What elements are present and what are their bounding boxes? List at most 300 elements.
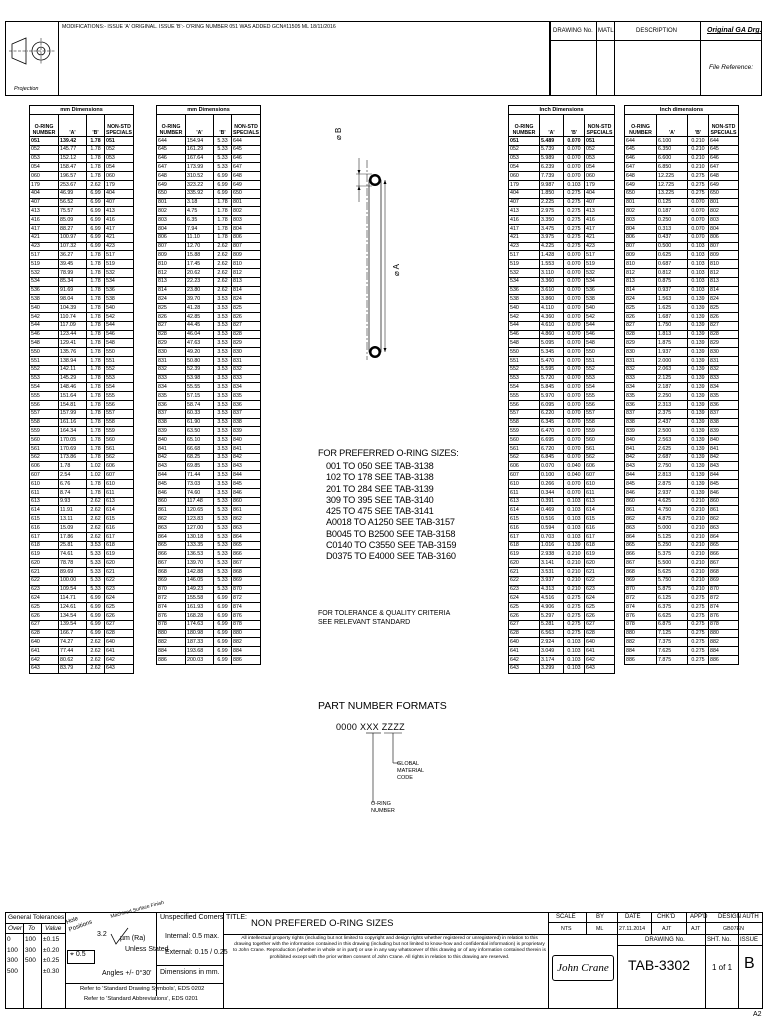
- nonstd-cell: 559: [585, 427, 615, 436]
- table-row: [30, 524, 134, 533]
- table-row: [625, 295, 739, 304]
- dim-a-cell: 74.61: [59, 550, 87, 559]
- over-label: Over: [8, 925, 23, 932]
- dim-a-cell: 173.86: [59, 453, 87, 462]
- nonstd-cell: 865: [709, 541, 739, 550]
- oring-number-cell: 404: [509, 189, 540, 198]
- oring-number-cell: 863: [625, 524, 657, 533]
- nonstd-cell: 179: [585, 180, 615, 189]
- oring-number-cell: 845: [157, 480, 186, 489]
- oring-number-cell: 517: [509, 251, 540, 260]
- oring-number-cell: 839: [157, 427, 186, 436]
- nonstd-cell: 642: [585, 656, 615, 665]
- dim-a-cell: 6.220: [540, 409, 564, 418]
- inch-dimensions-left-table: [508, 105, 615, 674]
- dim-a-cell: 6.239: [540, 163, 564, 172]
- oring-number-cell: 649: [157, 180, 186, 189]
- nonstd-cell: 882: [709, 638, 739, 647]
- oring-number-cell: 555: [509, 392, 540, 401]
- dim-b-cell: 0.139: [564, 541, 585, 550]
- nonstd-cell: 557: [105, 409, 134, 418]
- oring-number-cell: 866: [625, 550, 657, 559]
- dim-a-cell: 5.489: [540, 137, 564, 146]
- oring-number-cell: 552: [30, 365, 59, 374]
- dim-b-cell: 0.070: [688, 216, 709, 225]
- table-row: [30, 638, 134, 647]
- table-row: [157, 224, 261, 233]
- nonstd-cell: 622: [585, 576, 615, 585]
- table-row: [30, 242, 134, 251]
- table-row: [625, 603, 739, 612]
- table-row: [30, 224, 134, 233]
- nonstd-cell: 641: [105, 647, 134, 656]
- oring-number-cell: 649: [625, 180, 657, 189]
- dim-b-cell: 6.99: [87, 207, 105, 216]
- nonstd-cell: 051: [585, 137, 615, 146]
- preferred-size-line: 201 TO 284 SEE TAB-3139: [326, 483, 434, 494]
- oring-number-cell: 874: [625, 603, 657, 612]
- table-row: [157, 638, 261, 647]
- oring-number-cell: 648: [157, 172, 186, 181]
- hole-positions-label: Hole Positions: [65, 915, 94, 934]
- nonstd-cell: 606: [585, 462, 615, 471]
- oring-number-cell: 829: [157, 339, 186, 348]
- dim-a-cell: 57.15: [186, 392, 214, 401]
- dim-a-cell: 4.610: [540, 321, 564, 330]
- nonstd-cell: 843: [232, 462, 261, 471]
- nonstd-cell: 837: [232, 409, 261, 418]
- part-number-formats-title: PART NUMBER FORMATS: [318, 700, 447, 712]
- table-row: [30, 330, 134, 339]
- oring-number-cell: 421: [30, 233, 59, 242]
- nonstd-cell: 060: [105, 172, 134, 181]
- table-row: [157, 418, 261, 427]
- oring-number-cell: 553: [30, 374, 59, 383]
- nonstd-cell: 536: [105, 286, 134, 295]
- dim-b-cell: 0.070: [564, 488, 585, 497]
- dim-b-cell: 3.53: [214, 321, 232, 330]
- table-row: [625, 541, 739, 550]
- nonstd-cell: 865: [232, 541, 261, 550]
- oring-number-cell: 874: [157, 603, 186, 612]
- dim-a-cell: 123.83: [186, 515, 214, 524]
- oring-number-cell: 870: [157, 585, 186, 594]
- dim-b-cell: 1.78: [87, 154, 105, 163]
- dim-a-cell: 3.610: [540, 286, 564, 295]
- external-corners-label: External: 0.15 / 0.25: [165, 949, 228, 956]
- dim-b-cell: 0.275: [688, 180, 709, 189]
- oring-number-cell: 421: [509, 233, 540, 242]
- dim-b-cell: 0.139: [688, 304, 709, 313]
- nonstd-cell: 053: [105, 154, 134, 163]
- table-row: [30, 629, 134, 638]
- table-row: [30, 277, 134, 286]
- dim-a-cell: 100.97: [59, 233, 87, 242]
- dim-a-cell: 74.27: [59, 638, 87, 647]
- table-row: [509, 356, 615, 365]
- nonstd-cell: 550: [585, 348, 615, 357]
- table-row: [625, 154, 739, 163]
- tolerance-cell: ±0.15: [43, 936, 60, 943]
- dim-b-cell: 1.78: [87, 418, 105, 427]
- table-row: [509, 559, 615, 568]
- dim-a-cell: 75.57: [59, 207, 87, 216]
- table-row: [625, 207, 739, 216]
- dim-a-cell: 5.095: [540, 339, 564, 348]
- dim-a-cell: 104.39: [59, 304, 87, 313]
- dim-b-cell: 3.53: [214, 312, 232, 321]
- oring-number-cell: 809: [625, 251, 657, 260]
- table-row: [30, 647, 134, 656]
- dim-b-cell: 0.275: [688, 594, 709, 603]
- nonstd-cell: 561: [585, 444, 615, 453]
- dim-a-cell: 1.016: [540, 541, 564, 550]
- dim-b-cell: 0.210: [688, 541, 709, 550]
- dim-a-cell: 120.65: [186, 506, 214, 515]
- nonstd-cell: 616: [585, 524, 615, 533]
- tolerance-cell: 500: [7, 967, 18, 975]
- dim-b-cell: 5.33: [214, 559, 232, 568]
- tolerance-cell: 300: [7, 957, 18, 964]
- tolerance-line-2: SEE RELEVANT STANDARD: [318, 618, 411, 626]
- dim-b-cell: 0.103: [688, 251, 709, 260]
- dim-b-cell: 1.78: [87, 427, 105, 436]
- oring-number-cell: 517: [30, 251, 59, 260]
- table-row: [625, 506, 739, 515]
- table-row: [509, 418, 615, 427]
- dim-b-cell: 0.139: [688, 462, 709, 471]
- table-row: [30, 532, 134, 541]
- nonstd-cell: 866: [709, 550, 739, 559]
- projection-label: Projection: [14, 86, 39, 92]
- dim-b-cell: 1.78: [87, 145, 105, 154]
- dim-a-cell: 0.594: [540, 524, 564, 533]
- table-row: [625, 436, 739, 445]
- oring-number-cell: 801: [157, 198, 186, 207]
- dim-b-cell: 1.78: [214, 198, 232, 207]
- table-row: [509, 436, 615, 445]
- nonstd-cell: 803: [232, 216, 261, 225]
- dim-b-cell: 0.210: [688, 145, 709, 154]
- table-row: [625, 418, 739, 427]
- oring-number-cell: 643: [509, 664, 540, 673]
- oring-number-cell: 838: [157, 418, 186, 427]
- dim-a-cell: 174.63: [186, 620, 214, 629]
- dim-a-cell: 2.924: [540, 638, 564, 647]
- table-row: [157, 145, 261, 154]
- oring-number-cell: 615: [30, 515, 59, 524]
- table-row: [625, 268, 739, 277]
- dim-b-cell: 3.53: [214, 374, 232, 383]
- nonstd-cell: 862: [709, 515, 739, 524]
- dim-a-cell: 6.125: [657, 594, 688, 603]
- tolerance-cell: 500: [25, 957, 36, 964]
- dim-a-cell: 117.48: [186, 497, 214, 506]
- dim-b-cell: 0.210: [688, 506, 709, 515]
- table-row: [625, 392, 739, 401]
- nonstd-cell: 644: [709, 137, 739, 146]
- oring-number-cell: 416: [509, 216, 540, 225]
- dim-b-cell: 1.78: [87, 163, 105, 172]
- table-row: [157, 392, 261, 401]
- oring-number-cell: 561: [509, 444, 540, 453]
- dim-a-cell: 65.10: [186, 436, 214, 445]
- dim-b-cell: 0.040: [564, 462, 585, 471]
- part-number-format: 0000 XXX ZZZZ: [336, 722, 405, 732]
- nonstd-cell: 607: [105, 471, 134, 480]
- dim-a-cell: 0.100: [540, 471, 564, 480]
- dim-a-cell: 9.93: [59, 497, 87, 506]
- nonstd-cell: 829: [709, 339, 739, 348]
- appd-value: AJT: [691, 926, 701, 932]
- oring-number-cell: 548: [30, 339, 59, 348]
- sheet-number: 1 of 1: [712, 963, 733, 972]
- dim-b-cell: 0.139: [688, 348, 709, 357]
- table-row: [30, 312, 134, 321]
- table-row: [509, 312, 615, 321]
- dim-a-cell: 135.76: [59, 348, 87, 357]
- dim-a-cell: 46.04: [186, 330, 214, 339]
- table-row: [625, 550, 739, 559]
- nonstd-cell: 809: [709, 251, 739, 260]
- dim-b-cell: 6.99: [214, 612, 232, 621]
- oring-number-cell: 628: [30, 629, 59, 638]
- table-row: [30, 541, 134, 550]
- oring-number-cell: 560: [509, 436, 540, 445]
- drawing-title: NON PREFERED O-RING SIZES: [251, 918, 394, 929]
- dim-a-cell: 20.62: [186, 268, 214, 277]
- nonstd-cell: 546: [585, 330, 615, 339]
- dim-b-cell: 0.210: [688, 576, 709, 585]
- nonstd-cell: 546: [105, 330, 134, 339]
- oring-number-cell: 829: [625, 339, 657, 348]
- dim-b-cell: 0.070: [564, 154, 585, 163]
- dim-a-cell: 2.375: [657, 409, 688, 418]
- nonstd-cell: 417: [585, 224, 615, 233]
- table-row: [30, 172, 134, 181]
- nonstd-cell: 813: [232, 277, 261, 286]
- nonstd-cell: 628: [585, 629, 615, 638]
- dim-b-cell: 0.103: [564, 638, 585, 647]
- table-row: [157, 436, 261, 445]
- dim-a-cell: 0.812: [657, 268, 688, 277]
- dim-a-cell: 124.61: [59, 603, 87, 612]
- oring-number-cell: 606: [509, 462, 540, 471]
- preferred-size-line: 425 TO 475 SEE TAB-3141: [326, 506, 434, 517]
- dim-a-cell: 2.437: [657, 418, 688, 427]
- dim-b-cell: 3.53: [214, 339, 232, 348]
- oring-number-cell: 610: [509, 480, 540, 489]
- oring-number-cell: 614: [509, 506, 540, 515]
- nonstd-cell: 827: [232, 321, 261, 330]
- nonstd-cell: 623: [105, 585, 134, 594]
- tolerance-cell: ±0.20: [43, 946, 60, 954]
- oring-number-cell: 861: [157, 506, 186, 515]
- nonstd-cell: 826: [709, 312, 739, 321]
- dim-b-cell: 3.53: [214, 295, 232, 304]
- dim-a-cell: 2.125: [657, 374, 688, 383]
- col-oring: O-RING NUMBER: [30, 115, 59, 137]
- nonstd-cell: 880: [709, 629, 739, 638]
- reference-2: Refer to 'Standard Abbreviations', EDS 0201: [84, 996, 199, 1002]
- oring-number-cell: 803: [157, 216, 186, 225]
- oring-number-cell: 536: [30, 286, 59, 295]
- dimension-a-label: ⌀ A: [392, 264, 401, 276]
- dim-a-cell: 3.531: [540, 568, 564, 577]
- dim-b-cell: 0.103: [564, 497, 585, 506]
- dim-a-cell: 1.553: [540, 260, 564, 269]
- nonstd-cell: 650: [709, 189, 739, 198]
- nonstd-cell: 556: [585, 400, 615, 409]
- oring-number-cell: 623: [509, 585, 540, 594]
- oring-number-cell: 845: [625, 480, 657, 489]
- table-row: [30, 137, 134, 146]
- dim-a-cell: 6.875: [657, 620, 688, 629]
- oring-number-cell: 831: [157, 356, 186, 365]
- oring-number-cell: 551: [509, 356, 540, 365]
- dim-a-cell: 39.45: [59, 260, 87, 269]
- table-row: [30, 365, 134, 374]
- nonstd-cell: 869: [232, 576, 261, 585]
- dim-b-cell: 0.210: [688, 515, 709, 524]
- dim-a-cell: 4.75: [186, 207, 214, 216]
- dim-b-cell: 1.78: [87, 480, 105, 489]
- oring-number-cell: 868: [157, 568, 186, 577]
- table-row: [157, 286, 261, 295]
- oring-number-cell: 532: [509, 268, 540, 277]
- nonstd-cell: 810: [232, 260, 261, 269]
- oring-number-cell: 616: [509, 524, 540, 533]
- nonstd-cell: 423: [105, 242, 134, 251]
- tolerance-cell: 300: [25, 946, 36, 954]
- dim-a-cell: 13.225: [657, 189, 688, 198]
- table-row: [625, 312, 739, 321]
- oring-number-cell: 880: [625, 629, 657, 638]
- dim-b-cell: 1.78: [87, 312, 105, 321]
- oring-number-cell: 559: [509, 427, 540, 436]
- dim-b-cell: 2.62: [87, 638, 105, 647]
- dim-a-cell: 2.063: [657, 365, 688, 374]
- oring-number-cell: 835: [625, 392, 657, 401]
- table-row: [625, 365, 739, 374]
- oring-number-cell: 051: [30, 137, 59, 146]
- oring-number-cell: 648: [625, 172, 657, 181]
- oring-number-cell: 552: [509, 365, 540, 374]
- nonstd-cell: 828: [709, 330, 739, 339]
- dim-b-cell: 0.103: [688, 268, 709, 277]
- oring-number-cell: 054: [30, 163, 59, 172]
- nonstd-cell: 842: [709, 453, 739, 462]
- dim-a-cell: 47.63: [186, 339, 214, 348]
- nonstd-cell: 519: [105, 260, 134, 269]
- dim-a-cell: 4.625: [657, 497, 688, 506]
- dim-b-cell: 0.139: [688, 295, 709, 304]
- oring-number-cell: 562: [30, 453, 59, 462]
- dim-a-cell: 66.68: [186, 444, 214, 453]
- nonstd-cell: 404: [105, 189, 134, 198]
- oring-number-cell: 544: [509, 321, 540, 330]
- oring-number-cell: 876: [157, 612, 186, 621]
- table-row: [157, 312, 261, 321]
- nonstd-cell: 417: [105, 224, 134, 233]
- dim-a-cell: 5.281: [540, 620, 564, 629]
- oring-number-cell: 540: [30, 304, 59, 313]
- by-value: ML: [596, 926, 604, 932]
- nonstd-cell: 554: [585, 383, 615, 392]
- preferred-size-line: 309 TO 395 SEE TAB-3140: [326, 494, 434, 505]
- oring-number-cell: 643: [30, 664, 59, 673]
- dim-b-cell: 5.33: [87, 576, 105, 585]
- dim-a-cell: 7.625: [657, 647, 688, 656]
- dim-a-cell: 2.975: [540, 207, 564, 216]
- table-row: [625, 189, 739, 198]
- oring-number-cell: 179: [30, 180, 59, 189]
- table-row: [509, 480, 615, 489]
- dim-b-cell: 0.070: [564, 277, 585, 286]
- nonstd-cell: 542: [105, 312, 134, 321]
- oring-number-cell: 622: [30, 576, 59, 585]
- dim-b-cell: 3.53: [214, 453, 232, 462]
- table-row: [509, 268, 615, 277]
- table-row: [30, 163, 134, 172]
- oring-number-cell: 828: [625, 330, 657, 339]
- nonstd-cell: 806: [232, 233, 261, 242]
- oring-number-cell: 542: [509, 312, 540, 321]
- dim-b-cell: 2.62: [87, 664, 105, 673]
- oring-number-cell: 869: [625, 576, 657, 585]
- dim-a-cell: 63.50: [186, 427, 214, 436]
- nonstd-cell: 640: [105, 638, 134, 647]
- oring-number-cell: 884: [625, 647, 657, 656]
- table-row: [625, 330, 739, 339]
- dim-a-cell: 5.625: [657, 568, 688, 577]
- oring-number-cell: 544: [30, 321, 59, 330]
- table-row: [509, 497, 615, 506]
- table-row: [509, 409, 615, 418]
- dim-a-cell: 12.225: [657, 172, 688, 181]
- nonstd-cell: 863: [232, 524, 261, 533]
- dim-b-cell: 0.210: [688, 550, 709, 559]
- oring-number-cell: 804: [157, 224, 186, 233]
- dim-a-cell: 4.313: [540, 585, 564, 594]
- table-row: [30, 497, 134, 506]
- dim-b-cell: 0.275: [688, 638, 709, 647]
- dim-b-cell: 0.103: [564, 180, 585, 189]
- dim-b-cell: 0.070: [564, 251, 585, 260]
- table-row: [625, 348, 739, 357]
- oring-number-cell: 646: [157, 154, 186, 163]
- oring-number-cell: 641: [30, 647, 59, 656]
- oring-number-cell: 809: [157, 251, 186, 260]
- table-row: [509, 568, 615, 577]
- dim-a-cell: 6.76: [59, 480, 87, 489]
- table-row: [157, 189, 261, 198]
- table-row: [509, 189, 615, 198]
- table-row: [157, 550, 261, 559]
- nonstd-cell: 806: [709, 233, 739, 242]
- dim-b-cell: 0.139: [688, 383, 709, 392]
- dim-b-cell: 2.62: [214, 251, 232, 260]
- dim-b-cell: 1.78: [87, 295, 105, 304]
- nonstd-cell: 835: [709, 392, 739, 401]
- dim-b-cell: 0.103: [564, 656, 585, 665]
- dim-a-cell: 77.44: [59, 647, 87, 656]
- table-row: [625, 304, 739, 313]
- nonstd-cell: 840: [709, 436, 739, 445]
- oring-number-cell: 833: [625, 374, 657, 383]
- nonstd-cell: 864: [232, 532, 261, 541]
- table-row: [509, 216, 615, 225]
